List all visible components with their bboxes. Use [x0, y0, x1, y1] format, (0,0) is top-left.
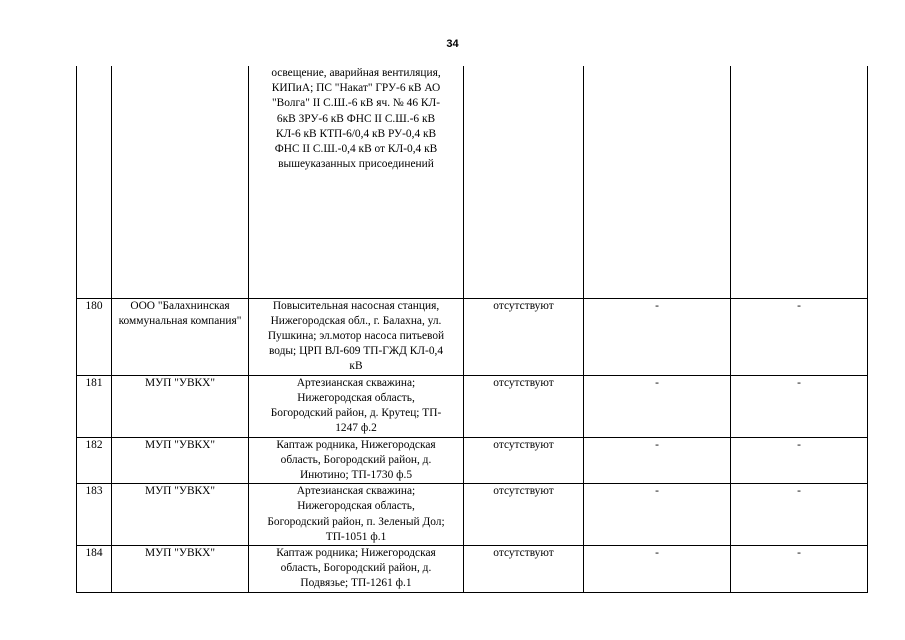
status-cell: отсутствуют — [464, 484, 584, 546]
object-text-line: ТП-1051 ф.1 — [325, 530, 387, 543]
status-cell — [464, 66, 584, 298]
column-6-cell: - — [731, 298, 868, 375]
row-number-cell: 181 — [77, 375, 112, 437]
object-text-line: Повысительная насосная станция, — [272, 299, 440, 312]
object-cell — [249, 437, 464, 484]
column-6-cell: - — [731, 437, 868, 484]
object-text-line: освещение, аварийная вентиляция, — [271, 67, 441, 79]
column-5-cell: - — [584, 484, 731, 546]
status-cell: отсутствуют — [464, 375, 584, 437]
column-5-cell: - — [584, 545, 731, 592]
object-text-line: воды; ЦРП ВЛ-609 ТП-ГЖД КЛ-0,4 — [268, 345, 444, 358]
object-text-line: Подвязье; ТП-1261 ф.1 — [300, 577, 412, 590]
column-6-cell: - — [731, 375, 868, 437]
object-cell — [249, 545, 464, 592]
object-text-line: Каптаж родника; Нижегородская — [276, 546, 436, 559]
table-row — [77, 66, 868, 298]
object-cell — [249, 375, 464, 437]
table-row — [77, 545, 868, 592]
organization-cell: МУП "УВКХ" — [112, 375, 249, 437]
column-6-cell — [731, 66, 868, 298]
object-text-line: Инютино; ТП-1730 ф.5 — [299, 468, 413, 481]
table-row — [77, 375, 868, 437]
object-text-line: Артезианская скважина; — [296, 485, 416, 498]
organization-cell: МУП "УВКХ" — [112, 484, 249, 546]
object-text-line: кВ — [349, 360, 363, 373]
organization-cell: МУП "УВКХ" — [112, 545, 249, 592]
object-text-line: ФНС II С.Ш.-0,4 кВ от КЛ-0,4 кВ — [274, 143, 438, 156]
object-text-line: область, Богородский район, д. — [280, 453, 432, 466]
object-cell — [249, 484, 464, 546]
object-text-line: Каптаж родника, Нижегородская — [276, 438, 436, 451]
column-6-cell: - — [731, 545, 868, 592]
object-text-line: Пушкина; эл.мотор насоса питьевой — [267, 329, 445, 342]
object-text-line: Богородский район, д. Крутец; ТП- — [270, 406, 442, 419]
row-number-cell: 182 — [77, 437, 112, 484]
row-number-cell: 183 — [77, 484, 112, 546]
table-body — [77, 66, 868, 592]
objects-table — [76, 66, 868, 593]
organization-cell — [112, 66, 249, 298]
status-cell: отсутствуют — [464, 545, 584, 592]
status-cell: отсутствуют — [464, 298, 584, 375]
object-text-line: 6кВ ЗРУ-6 кВ ФНС II С.Ш.-6 кВ — [276, 112, 436, 125]
organization-cell: МУП "УВКХ" — [112, 437, 249, 484]
organization-cell: ООО "Балахнинская коммунальная компания" — [112, 298, 249, 375]
object-cell — [249, 298, 464, 375]
table-row — [77, 437, 868, 484]
row-number-cell: 180 — [77, 298, 112, 375]
status-cell: отсутствуют — [464, 437, 584, 484]
object-text-line: Нижегородская область, — [297, 500, 415, 513]
column-6-cell: - — [731, 484, 868, 546]
object-text-line: вышеуказанных присоединений — [278, 158, 434, 171]
object-text-line: КИПиА; ПС "Накат" ГРУ-6 кВ АО — [271, 82, 441, 95]
row-number-cell — [77, 66, 112, 298]
table-row — [77, 298, 868, 375]
object-text-line: Нижегородская область, — [297, 391, 415, 404]
column-5-cell: - — [584, 375, 731, 437]
object-text-line: Артезианская скважина; — [296, 376, 416, 389]
column-5-cell: - — [584, 437, 731, 484]
object-text-line: Нижегородская обл., г. Балахна, ул. — [270, 314, 442, 327]
object-cell — [249, 66, 464, 298]
column-5-cell — [584, 66, 731, 298]
row-number-cell: 184 — [77, 545, 112, 592]
object-text-line: "Волга" II С.Ш.-6 кВ яч. № 46 КЛ- — [272, 97, 440, 110]
object-text-line: 1247 ф.2 — [335, 422, 377, 435]
column-5-cell: - — [584, 298, 731, 375]
object-text-line: КЛ-6 кВ КТП-6/0,4 кВ РУ-0,4 кВ — [275, 127, 437, 140]
object-text-line: Богородский район, п. Зеленый Дол; — [267, 515, 445, 528]
object-text-line: область, Богородский район, д. — [280, 562, 432, 575]
table-row — [77, 484, 868, 546]
page-number: 34 — [446, 38, 459, 50]
